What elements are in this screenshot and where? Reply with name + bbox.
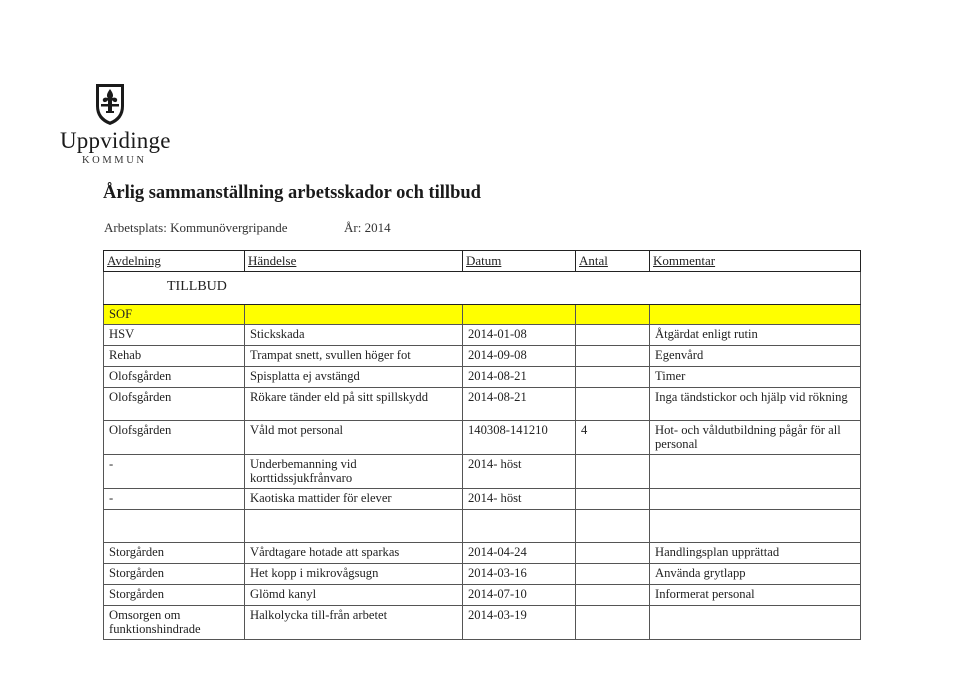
cell-datum: 2014- höst [463, 488, 576, 509]
cell-kommentar: Informerat personal [650, 584, 861, 605]
cell-kommentar: Handlingsplan upprättad [650, 542, 861, 563]
document-meta [104, 220, 391, 236]
table-row [104, 345, 861, 366]
cell-handelse: Stickskada [245, 324, 463, 345]
cell-datum [463, 509, 576, 542]
cell-avdelning: Olofsgården [104, 420, 245, 454]
year-label: År: 2014 [344, 220, 391, 235]
document-title: Årlig sammanställning arbetsskador och tillbud [103, 183, 481, 203]
cell-avdelning: Storgården [104, 563, 245, 584]
cell-kommentar: Använda grytlapp [650, 563, 861, 584]
cell-antal [576, 488, 650, 509]
logo-subtitle: KOMMUN [82, 155, 147, 166]
cell-kommentar: Inga tändstickor och hjälp vid rökning [650, 387, 861, 420]
cell-antal [576, 454, 650, 488]
cell-avdelning: Olofsgården [104, 387, 245, 420]
cell-datum: 140308-141210 [463, 420, 576, 454]
cell-antal [576, 584, 650, 605]
cell-handelse: Våld mot personal [245, 420, 463, 454]
cell-handelse: Trampat snett, svullen höger fot [245, 345, 463, 366]
header-avdelning: Avdelning [104, 251, 245, 272]
table-row [104, 563, 861, 584]
cell-kommentar [650, 509, 861, 542]
cell-avdelning: Omsorgen om funktionshindrade [104, 605, 245, 639]
cell-antal [576, 509, 650, 542]
header-datum: Datum [463, 251, 576, 272]
workplace-label: Arbetsplats: Kommunövergripande [104, 220, 288, 235]
header-antal: Antal [576, 251, 650, 272]
table-row [104, 509, 861, 542]
cell-handelse: Underbemanning vid korttidssjukfrånvaro [245, 454, 463, 488]
cell-avdelning: Olofsgården [104, 366, 245, 387]
table-row [104, 366, 861, 387]
section-row-tillbud [104, 271, 861, 304]
cell-avdelning: - [104, 454, 245, 488]
cell-avdelning: Storgården [104, 542, 245, 563]
cell-datum: 2014-03-19 [463, 605, 576, 639]
cell-antal [576, 366, 650, 387]
logo-name: Uppvidinge [60, 128, 171, 153]
cell-kommentar: Åtgärdat enligt rutin [650, 324, 861, 345]
cell-antal [576, 605, 650, 639]
cell-antal: 4 [576, 420, 650, 454]
cell-handelse: Rökare tänder eld på sitt spillskydd [245, 387, 463, 420]
cell-avdelning: Storgården [104, 584, 245, 605]
municipal-crest-icon [94, 82, 126, 126]
cell-datum: 2014-08-21 [463, 387, 576, 420]
cell-datum: 2014-08-21 [463, 366, 576, 387]
table-row [104, 454, 861, 488]
cell-datum: 2014-04-24 [463, 542, 576, 563]
cell-handelse: Halkolycka till-från arbetet [245, 605, 463, 639]
header-kommentar: Kommentar [650, 251, 861, 272]
cell-datum: 2014-09-08 [463, 345, 576, 366]
section-label: TILLBUD [104, 271, 861, 304]
incident-table [103, 250, 861, 640]
cell-antal [576, 324, 650, 345]
cell-datum: 2014- höst [463, 454, 576, 488]
table-header-row [104, 251, 861, 272]
cell-datum: 2014-07-10 [463, 584, 576, 605]
table-row [104, 387, 861, 420]
cell-antal [576, 387, 650, 420]
table-row [104, 488, 861, 509]
cell-avdelning: - [104, 488, 245, 509]
cell-handelse: Spisplatta ej avstängd [245, 366, 463, 387]
cell-handelse [245, 509, 463, 542]
cell-handelse: Het kopp i mikrovågsugn [245, 563, 463, 584]
cell-avdelning: HSV [104, 324, 245, 345]
cell-handelse: Vårdtagare hotade att sparkas [245, 542, 463, 563]
cell-kommentar: Timer [650, 366, 861, 387]
cell-kommentar [650, 488, 861, 509]
cell-antal [576, 542, 650, 563]
cell-avdelning [104, 509, 245, 542]
cell-handelse: Glömd kanyl [245, 584, 463, 605]
table-row [104, 324, 861, 345]
cell-antal [576, 563, 650, 584]
highlight-label: SOF [104, 304, 245, 324]
cell-kommentar: Hot- och våldutbildning pågår för all personal [650, 420, 861, 454]
table-row [104, 584, 861, 605]
highlight-row-sof [104, 304, 861, 324]
cell-handelse: Kaotiska mattider för elever [245, 488, 463, 509]
table-row [104, 420, 861, 454]
cell-kommentar [650, 454, 861, 488]
cell-datum: 2014-03-16 [463, 563, 576, 584]
table-row [104, 542, 861, 563]
cell-datum: 2014-01-08 [463, 324, 576, 345]
cell-kommentar: Egenvård [650, 345, 861, 366]
header-handelse: Händelse [245, 251, 463, 272]
cell-avdelning: Rehab [104, 345, 245, 366]
cell-kommentar [650, 605, 861, 639]
table-row [104, 605, 861, 639]
cell-antal [576, 345, 650, 366]
